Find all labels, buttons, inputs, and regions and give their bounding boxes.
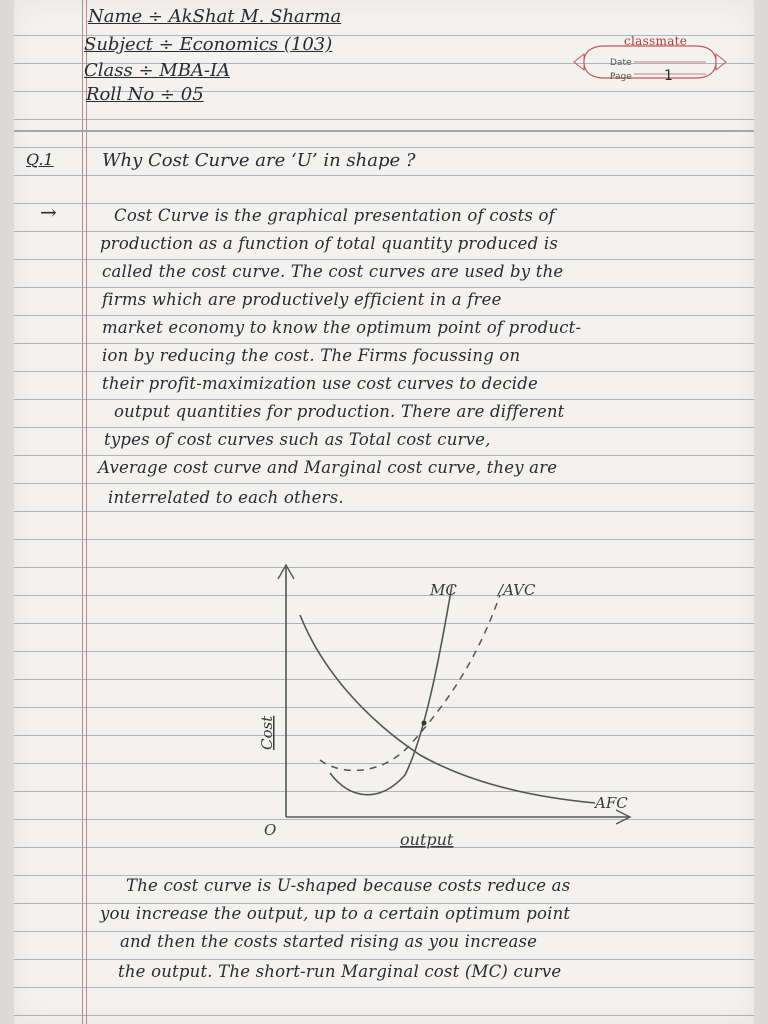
conclusion-line: you increase the output, up to a certain optimum point	[100, 904, 571, 923]
afc-curve	[300, 615, 595, 803]
question-text: Why Cost Curve are ‘U’ in shape ?	[102, 150, 416, 171]
cost-curve-chart	[250, 555, 650, 855]
classmate-logo: classmate	[624, 34, 688, 48]
answer-line: called the cost curve. The cost curves are used by the	[102, 262, 564, 281]
x-axis-label: output	[400, 830, 454, 849]
answer-line: Average cost curve and Marginal cost curve, they are	[98, 458, 558, 477]
avc-curve	[320, 595, 500, 770]
student-name: Name ÷ AkShat M. Sharma	[88, 6, 342, 27]
answer-line: their profit-maximization use cost curves to decide	[102, 374, 538, 393]
subject-line: Subject ÷ Economics (103)	[84, 34, 333, 55]
header-separator	[14, 130, 754, 132]
answer-arrow-icon: →	[40, 200, 57, 224]
answer-line: Cost Curve is the graphical presentation of costs of	[114, 206, 555, 225]
avc-label: /AVC	[498, 581, 536, 599]
question-number: Q.1	[26, 150, 54, 169]
page-number: 1	[664, 68, 673, 84]
conclusion-line: the output. The short-run Marginal cost (MC) curve	[118, 962, 562, 981]
mc-label: MC	[430, 581, 457, 599]
y-axis-label: Cost	[258, 715, 276, 750]
mc-curve	[330, 585, 452, 795]
margin-line-left-inner	[86, 0, 87, 1024]
notebook-page	[14, 0, 754, 1024]
answer-line: market economy to know the optimum point of product-	[102, 318, 582, 337]
origin-label: O	[264, 821, 277, 839]
page-label: Page	[610, 72, 632, 82]
answer-line: types of cost curves such as Total cost curve,	[104, 430, 491, 449]
class-line: Class ÷ MBA-IA	[84, 60, 231, 81]
date-label: Date	[610, 58, 632, 68]
roll-number: Roll No ÷ 05	[86, 84, 204, 105]
answer-line: firms which are productively efficient in a free	[102, 290, 502, 309]
afc-label: AFC	[595, 794, 628, 812]
intersection-point	[422, 721, 427, 726]
answer-line: production as a function of total quantity produced is	[100, 234, 558, 253]
answer-line: interrelated to each others.	[108, 488, 344, 507]
margin-line-left	[82, 0, 83, 1024]
answer-line: output quantities for production. There are different	[114, 402, 565, 421]
conclusion-line: and then the costs started rising as you increase	[120, 932, 538, 951]
answer-line: ion by reducing the cost. The Firms focussing on	[102, 346, 521, 365]
conclusion-line: The cost curve is U-shaped because costs reduce as	[126, 876, 571, 895]
